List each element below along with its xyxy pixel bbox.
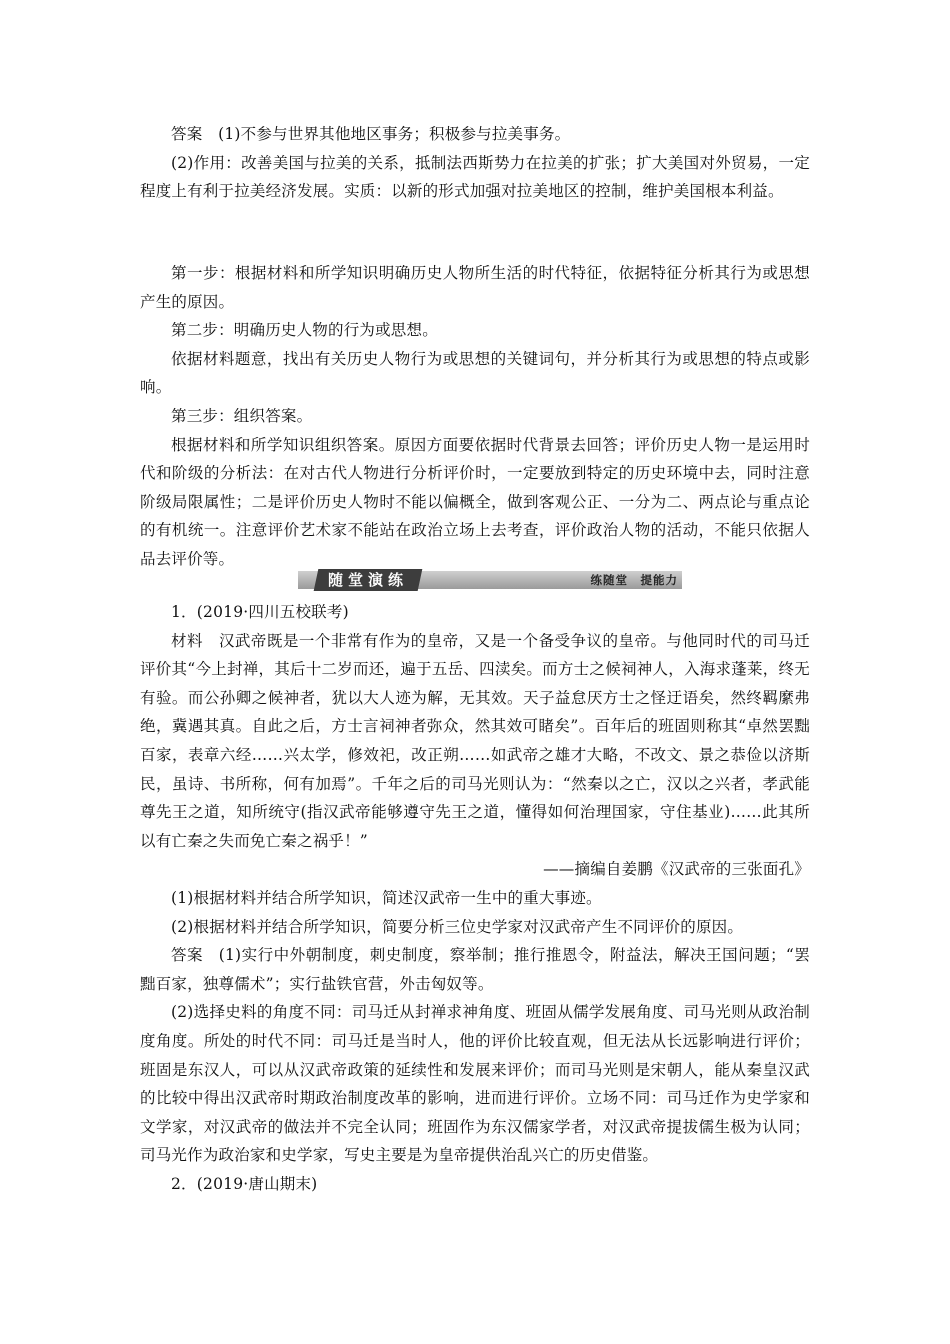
question-1-sub-1: (1)根据材料并结合所学知识，简述汉武帝一生中的重大事迹。 (171, 888, 602, 907)
question-1 (140, 598, 810, 1198)
method-section (140, 259, 810, 574)
section-banner (298, 569, 682, 591)
question-1-source: ——摘编自姜鹏《汉武帝的三张面孔》 (543, 860, 810, 879)
question-2-header: 2．(2019·唐山期末) (171, 1174, 318, 1193)
method-step-1: 第一步：根据材料和所学知识明确历史人物所生活的时代特征，依据特征分析其行为或思想产生的原因。 (140, 264, 810, 311)
previous-answer-section (140, 120, 810, 206)
question-1-header: 1．(2019·四川五校联考) (171, 603, 349, 621)
method-step-3: 第三步：组织答案。 (171, 406, 313, 425)
question-1-answer-2: (2)选择史料的角度不同：司马迁从封禅求神角度、班固从儒学发展角度、司马光则从政治制度角度。所处的时代不同：司马迁是当时人，他的评价比较直观，但无法从长远影响进行评价；班固是东汉人，可以从汉武帝政策的延续性和发展来评价；而司马光则是宋朝人，能从秦皇汉武的比较中得出汉武帝时期政治制度改革的影响，进而进行评价。立场不同：司马迁作为史学家和文学家，对汉武帝的做法并不完全认同；班固作为东汉儒家学者，对汉武帝提拔儒生极为认同；司马光作为政治家和史学家，写史主要是为皇帝提供治乱兴亡的历史借鉴。 (140, 1003, 810, 1165)
question-1-material: 材料 汉武帝既是一个非常有作为的皇帝，又是一个备受争议的皇帝。与他同时代的司马迁评价其“今上封禅，其后十二岁而还，遍于五岳、四渎矣。而方士之候祠神人，入海求蓬莱，终无有验。而公孙卿之候神者，犹以大人迹为解，无其效。天子益怠厌方士之怪迂语矣，然终羁縻弗绝，冀遇其真。自此之后，方士言祠神者弥众，然其效可睹矣”。百年后的班固则称其“卓然罢黜百家，表章六经……兴太学，修效祀，改正朔……如武帝之雄才大略，不改文、景之恭俭以济斯民，虽诗、书所称，何有加焉”。千年之后的司马光则认为：“然秦以之亡，汉以之兴者，孝武能尊先王之道，知所统守(指汉武帝能够遵守先王之道，懂得如何治理国家，守住基业)……此其所以有亡秦之失而免亡秦之祸乎！” (140, 631, 810, 850)
answer-part-2: (2)作用：改善美国与拉美的关系，抵制法西斯势力在拉美的扩张；扩大美国对外贸易，一定程度上有利于拉美经济发展。实质：以新的形式加强对拉美地区的控制，维护美国根本利益。 (140, 153, 810, 201)
method-step-3-detail: 根据材料和所学知识组织答案。原因方面要依据时代背景去回答；评价历史人物一是运用时代和阶级的分析法：在对古代人物进行分析评价时，一定要放到特定的历史环境中去，同时注意阶级局限属性；二是评价历史人物时不能以偏概全，做到客观公正、一分为二、两点论与重点论的有机统一。注意评价艺术家不能站在政治立场上去考查，评价政治人物的活动，不能只依据人品去评价等。 (140, 435, 810, 568)
question-1-sub-2: (2)根据材料并结合所学知识，简要分析三位史学家对汉武帝产生不同评价的原因。 (171, 917, 744, 936)
method-step-2: 第二步：明确历史人物的行为或思想。 (171, 321, 438, 340)
banner-subtitle: 练随堂 提能力 (590, 573, 678, 587)
answer-part-1: 答案 (1)不参与世界其他地区事务；积极参与拉美事务。 (171, 125, 571, 143)
question-1-answer-1: 答案 (1)实行中外朝制度，刺史制度，察举制；推行推恩令，附益法，解决王国问题；“罢黜百家，独尊儒术”；实行盐铁官营，外击匈奴等。 (140, 946, 810, 993)
method-step-2-detail: 依据材料题意，找出有关历史人物行为或思想的关键词句，并分析其行为或思想的特点或影响。 (140, 349, 810, 397)
banner-title-tag (314, 569, 423, 591)
banner-title: 随堂演练 (327, 571, 408, 589)
